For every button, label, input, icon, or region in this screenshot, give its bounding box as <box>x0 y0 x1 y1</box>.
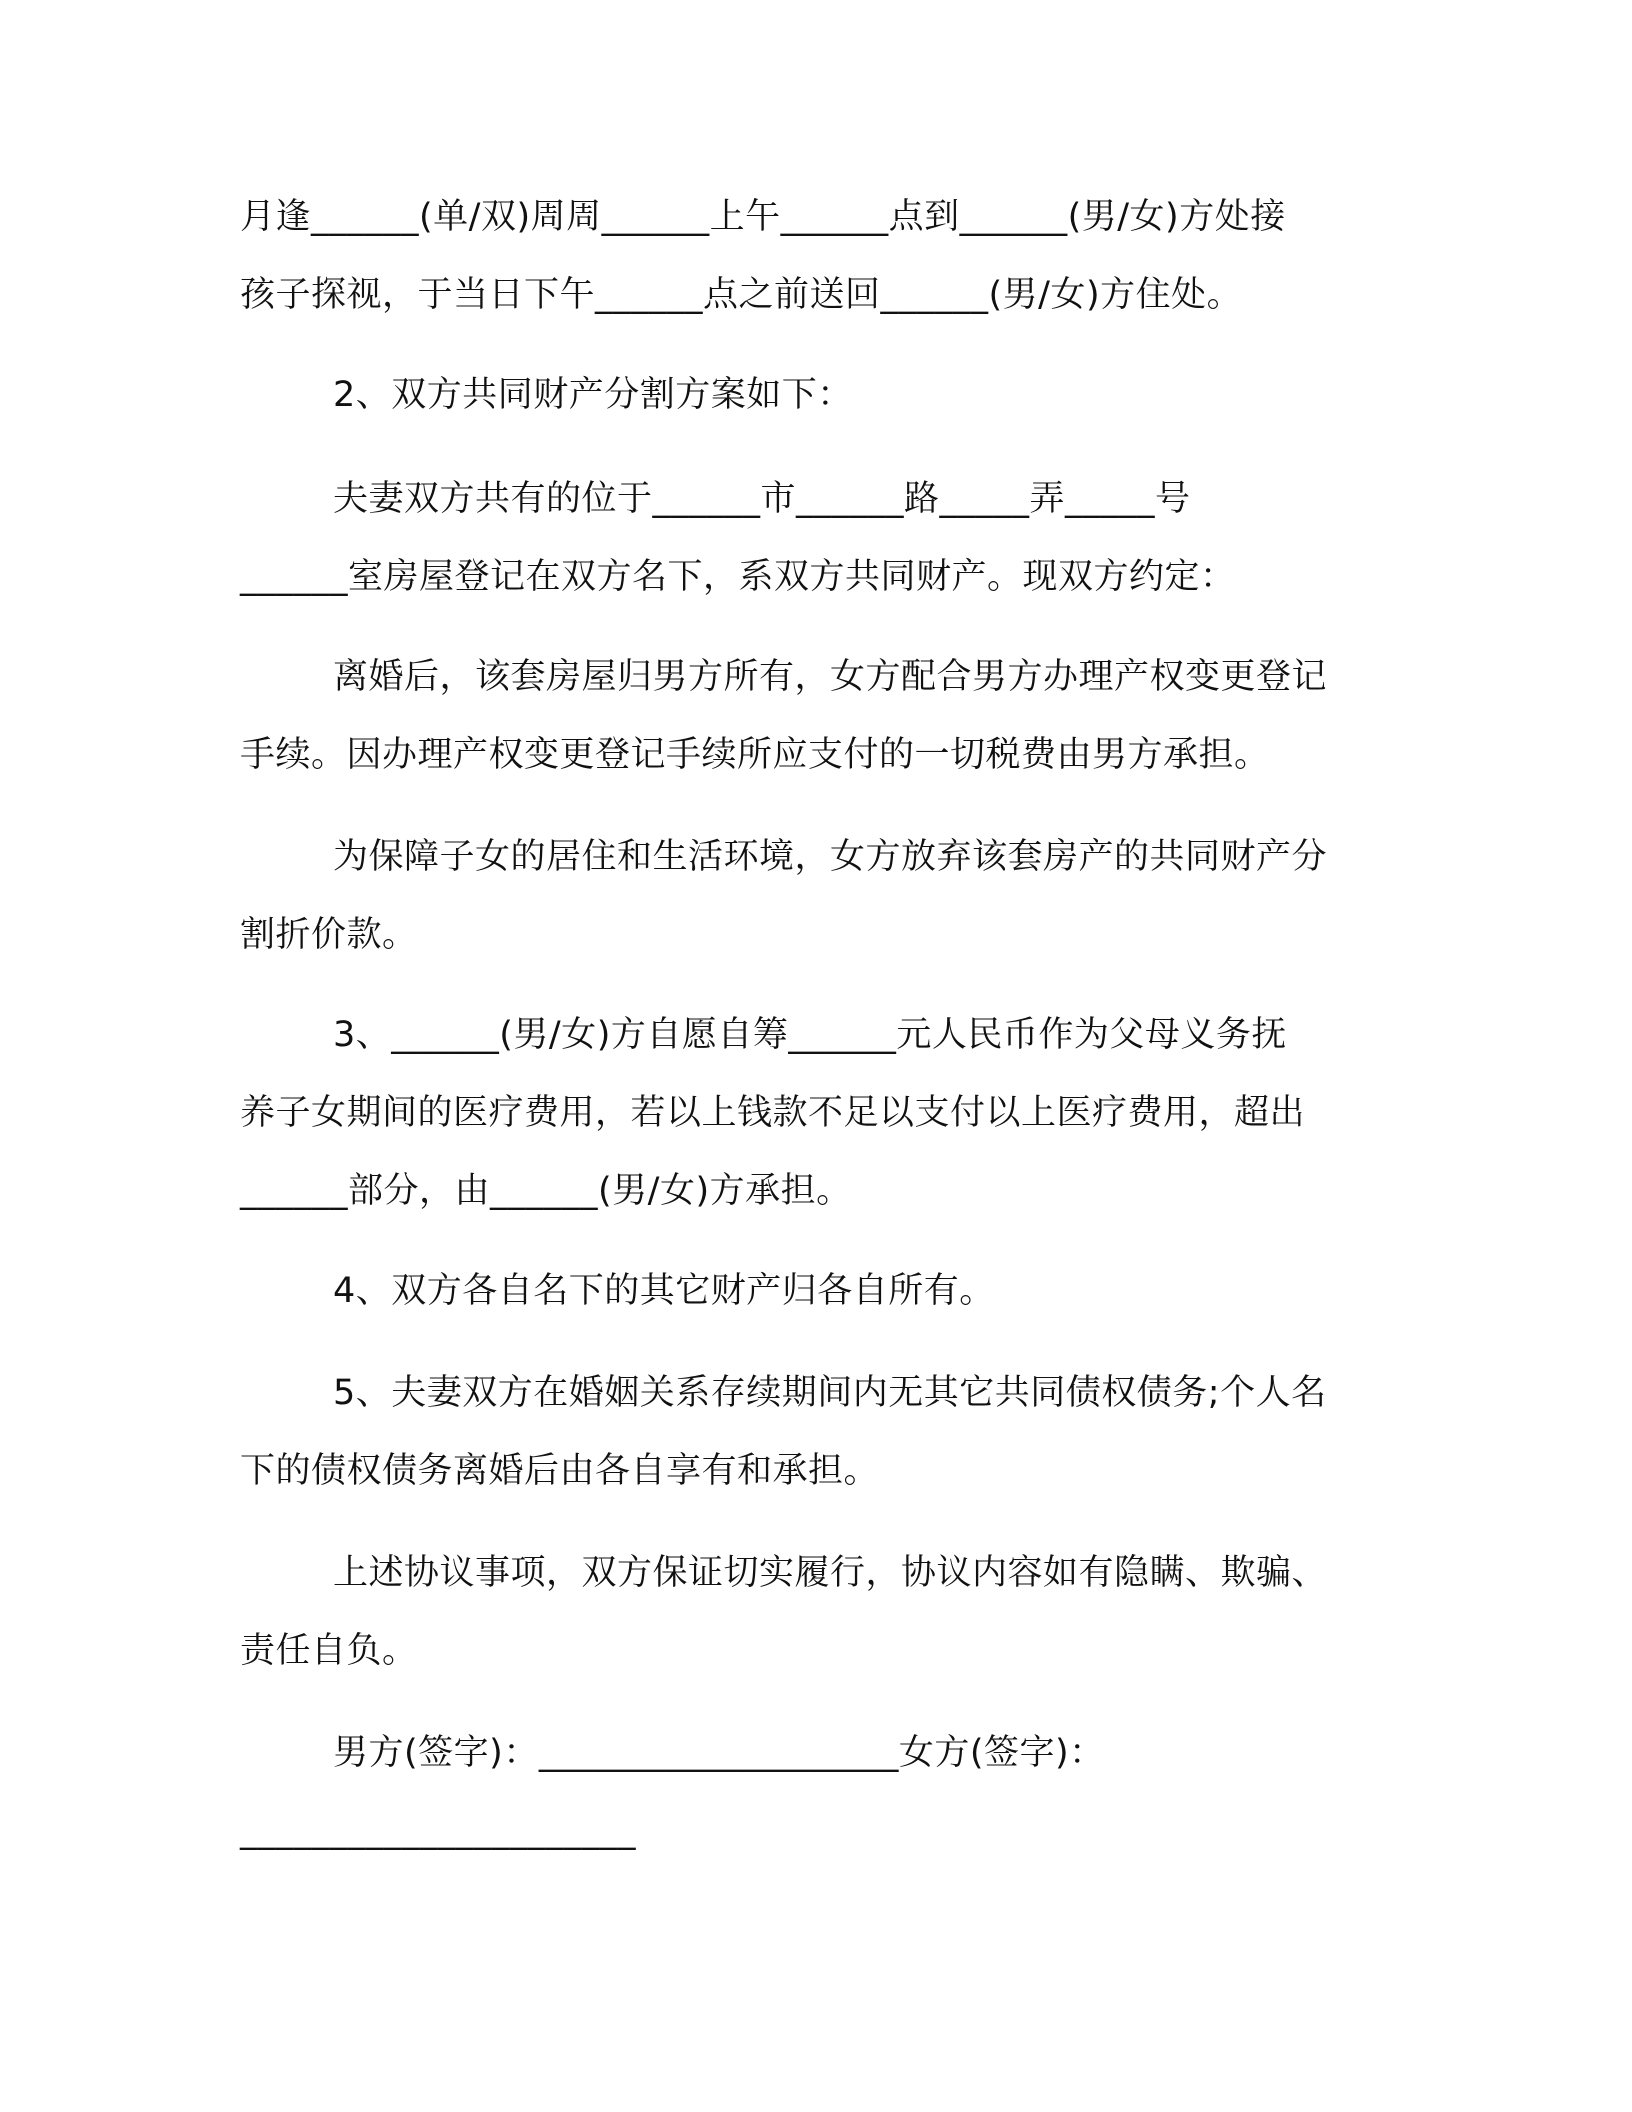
text-line: 割折价款。 <box>240 915 418 955</box>
text-line: 4、双方各自名下的其它财产归各自所有。 <box>240 1271 995 1311</box>
text-line: 下的债权债务离婚后由各自享有和承担。 <box>240 1451 880 1491</box>
section-heading: 2、双方共同财产分割方案如下： <box>240 375 853 415</box>
text-line: 夫妻双方共有的位于______市______路_____弄_____号 <box>240 479 1191 519</box>
text-line: 月逢______(单/双)周周______上午______点到______(男/女)方处接 <box>240 197 1286 237</box>
text-line: 为保障子女的居住和生活环境，女方放弃该套房产的共同财产分 <box>240 837 1328 877</box>
text-line: ______室房屋登记在双方名下，系双方共同财产。现双方约定： <box>240 557 1236 597</box>
text-line: 责任自负。 <box>240 1631 418 1671</box>
text-line: 上述协议事项，双方保证切实履行，协议内容如有隐瞒、欺骗、 <box>240 1553 1328 1593</box>
text-line: 孩子探视，于当日下午______点之前送回______(男/女)方住处。 <box>240 275 1243 315</box>
text-line: 离婚后，该套房屋归男方所有，女方配合男方办理产权变更登记 <box>240 657 1328 697</box>
text-line: 养子女期间的医疗费用，若以上钱款不足以支付以上医疗费用，超出 <box>240 1093 1306 1133</box>
signature-line: 男方(签字)：____________________女方(签字)： <box>240 1733 1105 1773</box>
text-line: 5、夫妻双方在婚姻关系存续期间内无其它共同债权债务;个人名 <box>240 1373 1327 1413</box>
text-line: ______部分，由______(男/女)方承担。 <box>240 1171 852 1211</box>
text-line: 手续。因办理产权变更登记手续所应支付的一切税费由男方承担。 <box>240 735 1270 775</box>
signature-line: ______________________ <box>240 1811 636 1851</box>
text-line: 3、______(男/女)方自愿自筹______元人民币作为父母义务抚 <box>240 1015 1287 1055</box>
